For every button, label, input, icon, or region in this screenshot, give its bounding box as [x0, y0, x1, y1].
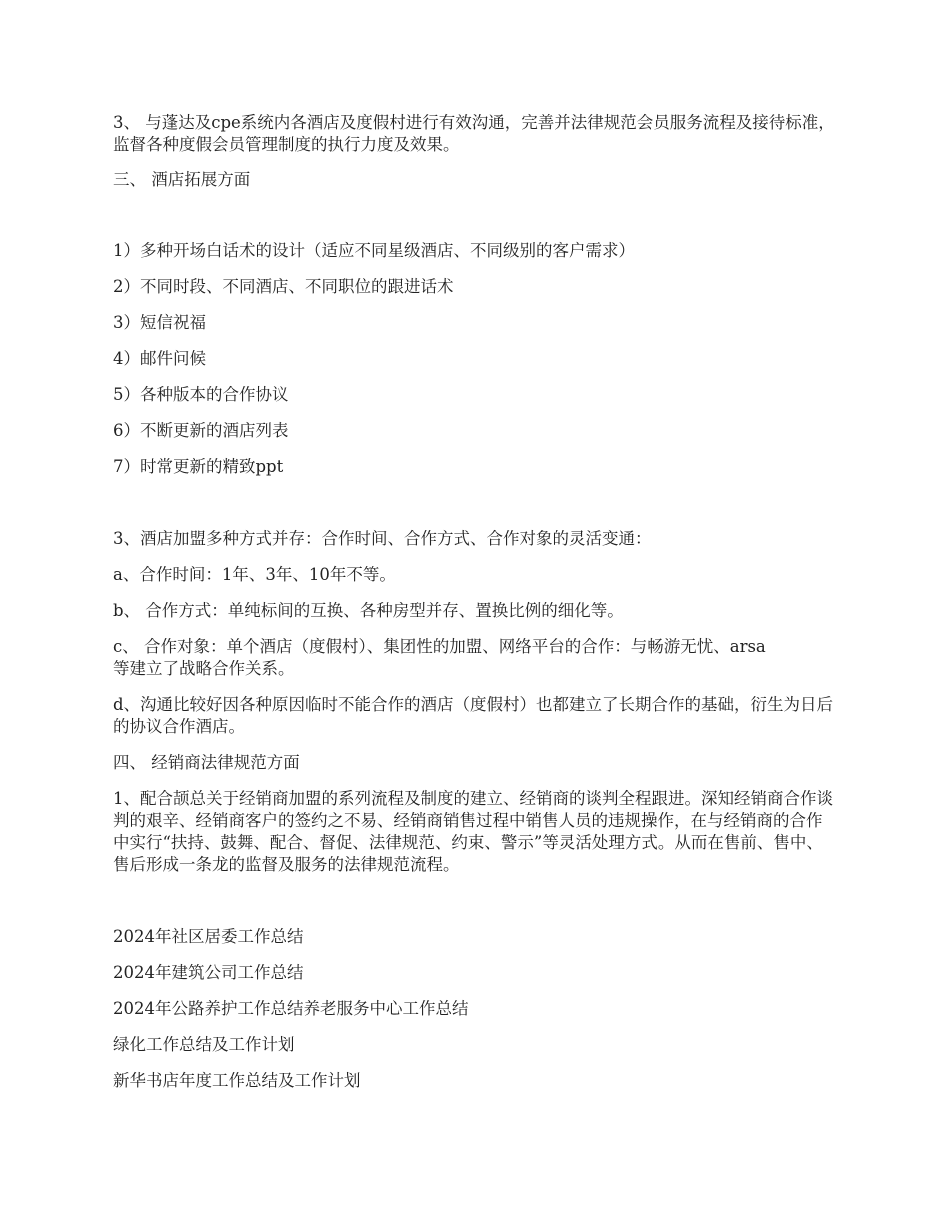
- paragraph-long-term-cooperation: d、沟通比较好因各种原因临时不能合作的酒店（度假村）也都建立了长期合作的基础，衍生为日后的协议合作酒店。: [113, 695, 834, 736]
- related-link-community-summary[interactable]: 2024年社区居委工作总结: [113, 927, 304, 946]
- paragraph-membership-communication: 3、 与蓬达及cpe系统内各酒店及度假村进行有效沟通，完善并法律规范会员服务流程及接待标准，监督各种度假会员管理制度的执行力度及效果。: [113, 113, 835, 154]
- list-item-hotel-list: 6）不断更新的酒店列表: [113, 421, 289, 440]
- paragraph-cooperation-mode: b、 合作方式：单纯标间的互换、各种房型并存、置换比例的细化等。: [113, 601, 624, 620]
- related-link-highway-summary[interactable]: 2024年公路养护工作总结养老服务中心工作总结: [113, 999, 469, 1018]
- document-page: [113, 112, 838, 1092]
- section-heading-hotel-expansion: 三、 酒店拓展方面: [113, 170, 251, 189]
- list-item-opening-scripts: 1）多种开场白话术的设计（适应不同星级酒店、不同级别的客户需求）: [113, 241, 635, 260]
- list-item-follow-up-scripts: 2）不同时段、不同酒店、不同职位的跟进话术: [113, 277, 454, 296]
- related-link-construction-summary[interactable]: 2024年建筑公司工作总结: [113, 963, 304, 982]
- related-link-greening-summary[interactable]: 绿化工作总结及工作计划: [113, 1035, 295, 1054]
- related-link-bookstore-summary[interactable]: 新华书店年度工作总结及工作计划: [113, 1071, 361, 1090]
- paragraph-cooperation-partners: c、 合作对象：单个酒店（度假村）、集团性的加盟、网络平台的合作：与畅游无忧、arsa等建立了战略合作关系。: [113, 637, 766, 678]
- list-item-ppt: 7）时常更新的精致ppt: [113, 457, 284, 476]
- paragraph-cooperation-time: a、合作时间：1年、3年、10年不等。: [113, 565, 396, 584]
- paragraph-franchise-methods: 3、酒店加盟多种方式并存：合作时间、合作方式、合作对象的灵活变通：: [113, 529, 652, 548]
- list-item-sms-greetings: 3）短信祝福: [113, 313, 206, 332]
- list-item-email-greetings: 4）邮件问候: [113, 349, 206, 368]
- paragraph-dealer-process: 1、配合颉总关于经销商加盟的系列流程及制度的建立、经销商的谈判全程跟进。深知经销商合作谈判的艰辛、经销商客户的签约之不易、经销商销售过程中销售人员的违规操作，在与经销商的合作中实行“扶持、鼓舞、配合、督促、法律规范、约束、警示”等灵活处理方式。从而在售前、售中、售后形成一条龙的监督及服务的法律规范流程。: [113, 789, 833, 874]
- section-heading-dealer-regulation: 四、 经销商法律规范方面: [113, 753, 300, 772]
- list-item-cooperation-agreements: 5）各种版本的合作协议: [113, 385, 289, 404]
